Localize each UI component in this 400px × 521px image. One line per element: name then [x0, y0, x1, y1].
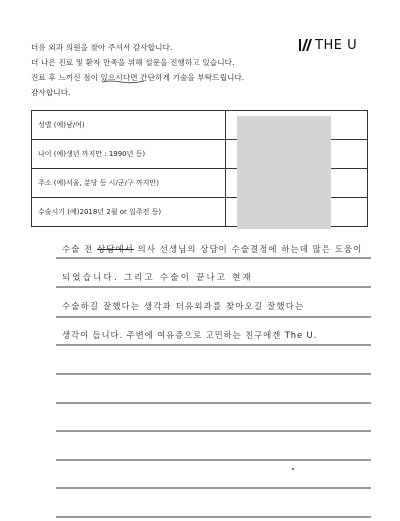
- form-label-surgery-date: 수술시기 (예)2018년 2월 or 일주전 등): [32, 198, 226, 227]
- form-label-gender: 성별 (예)남/여): [32, 111, 226, 140]
- brand-mark-icon: [299, 38, 313, 52]
- intro-line-request: [31, 70, 291, 85]
- form-label-age: 나이 (예)생년 까지만 : 1990년 등): [32, 140, 226, 169]
- handwritten-line-4: 생각이 듭니다. 주변에 여유증으로 고민하는 친구에겐 The U.: [62, 330, 318, 340]
- handwritten-prefix: 수술 전: [62, 244, 98, 254]
- handwritten-line-3: 수술하길 잘했다는 생각과 더유외과를 찾아오길 잘했다는: [62, 301, 305, 311]
- ink-dot: [292, 468, 294, 470]
- handwritten-struck-word: 상담에서: [97, 244, 134, 254]
- intro-line-survey: 더 나은 진료 및 환자 만족을 위해 설문을 진행하고 있습니다.: [31, 58, 235, 67]
- brand-name: THE U: [315, 37, 358, 53]
- intro-line-request-text: 진료 후 느끼신 점이 있으시다면 간단하게 기술을 부탁드립니다.: [31, 73, 245, 82]
- form-label-address: 주소 (예)서울, 분당 등 시/군/구 까지만): [32, 169, 226, 198]
- redacted-area: [237, 116, 331, 229]
- handwritten-line-2: 되었습니다. 그리고 수술이 끝나고 현재: [62, 272, 254, 282]
- intro-text: [31, 40, 291, 100]
- underline-scribble-icon: [101, 79, 145, 84]
- handwritten-line-1: [62, 243, 362, 255]
- handwritten-line-1-rest: 의사 선생님의 상담이 수술결정에 하는데 많은 도움이: [133, 244, 363, 254]
- intro-line-thanks: 더유 외과 의원을 찾아 주셔서 감사합니다.: [31, 43, 173, 52]
- brand-logo: [299, 38, 357, 52]
- intro-line-closing: 감사합니다.: [31, 88, 71, 97]
